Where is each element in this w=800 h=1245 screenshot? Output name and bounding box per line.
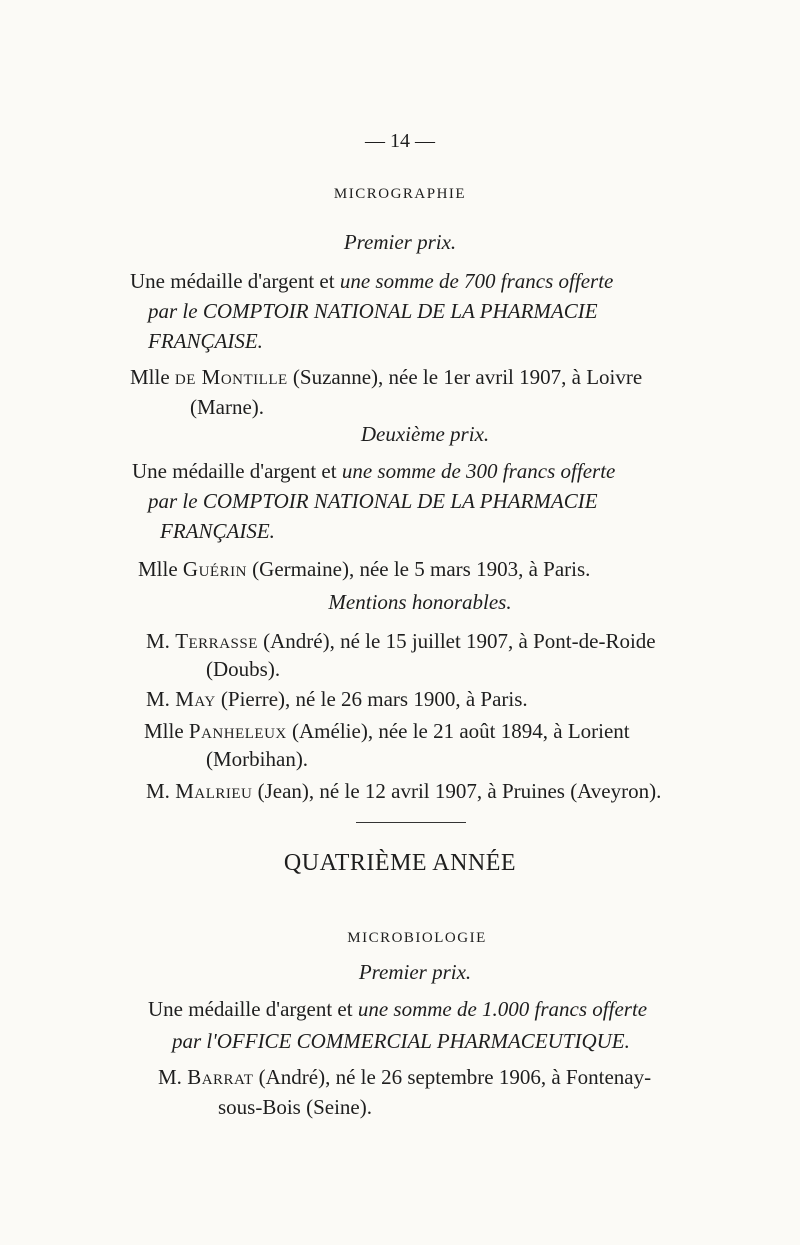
winner-details: (Suzanne), née le 1er avril 1907, à Loivre: [287, 365, 643, 389]
section-title-micrographie: MICROGRAPHIE: [333, 186, 467, 202]
winner-name: Guérin: [182, 557, 247, 581]
mention-details: (Pierre), né le 26 mars 1900, à Paris.: [215, 687, 528, 711]
mention-name: Malrieu: [175, 779, 253, 803]
winner-prefix: Mlle: [130, 365, 175, 389]
award-text-plain: Une médaille d'argent et: [132, 459, 342, 483]
mention-entry: [146, 686, 528, 712]
winner-prefix: M.: [158, 1065, 188, 1089]
award-text-italic: une somme de 300 francs offerte: [341, 459, 616, 483]
award-text-italic: une somme de 1.000 francs offerte: [357, 997, 648, 1021]
winner-name: de Montille: [174, 365, 288, 389]
winner-entry: [138, 556, 590, 582]
mention-entry: [146, 628, 656, 654]
prize-heading-second: Deuxième prix.: [360, 422, 490, 446]
award-text: par le COMPTOIR NATIONAL DE LA PHARMACIE: [148, 489, 598, 513]
award-text: par l'OFFICE COMMERCIAL PHARMACEUTIQUE.: [172, 1029, 630, 1053]
award-text: [130, 268, 613, 294]
mention-prefix: Mlle: [144, 719, 189, 743]
award-text: [132, 458, 615, 484]
year-title: QUATRIÈME ANNÉE: [283, 850, 517, 876]
award-text: [148, 996, 647, 1022]
winner-name: Barrat: [187, 1065, 254, 1089]
mention-entry: [144, 718, 630, 744]
award-text-italic: une somme de 700 francs offerte: [339, 269, 614, 293]
prize-heading-first: Premier prix.: [343, 230, 457, 254]
mention-prefix: M.: [146, 779, 176, 803]
mention-details: (André), né le 15 juillet 1907, à Pont-de-Roide: [257, 629, 656, 653]
winner-details: (André), né le 26 septembre 1906, à Fontenay-: [253, 1065, 652, 1089]
mention-name: May: [175, 687, 216, 711]
award-text: FRANÇAISE.: [160, 519, 275, 543]
award-text-plain: Une médaille d'argent et: [130, 269, 340, 293]
page-number: — 14 —: [365, 130, 435, 152]
winner-prefix: Mlle: [138, 557, 183, 581]
award-text: par le COMPTOIR NATIONAL DE LA PHARMACIE: [148, 299, 598, 323]
mention-name: Terrasse: [175, 629, 258, 653]
mentions-heading: Mentions honorables.: [328, 590, 512, 614]
winner-details-cont: sous-Bois (Seine).: [218, 1095, 372, 1119]
winner-details: (Germaine), née le 5 mars 1903, à Paris.: [246, 557, 591, 581]
mention-prefix: M.: [146, 629, 176, 653]
mention-details: (Jean), né le 12 avril 1907, à Pruines (Aveyron).: [252, 779, 662, 803]
section-title-microbiologie: MICROBIOLOGIE: [347, 930, 487, 946]
winner-entry: [130, 364, 642, 390]
winner-details-cont: (Marne).: [190, 395, 265, 419]
mention-details: (Amélie), née le 21 août 1894, à Lorient: [286, 719, 630, 743]
mention-details-cont: (Doubs).: [206, 657, 281, 681]
prize-heading-first: Premier prix.: [358, 960, 472, 984]
mention-name: Panheleux: [188, 719, 287, 743]
winner-entry: [158, 1064, 651, 1090]
mention-prefix: M.: [146, 687, 176, 711]
section-divider: [356, 822, 466, 823]
mention-details-cont: (Morbihan).: [206, 747, 309, 771]
mention-entry: [146, 778, 661, 804]
award-text-plain: Une médaille d'argent et: [148, 997, 358, 1021]
award-text: FRANÇAISE.: [148, 329, 263, 353]
